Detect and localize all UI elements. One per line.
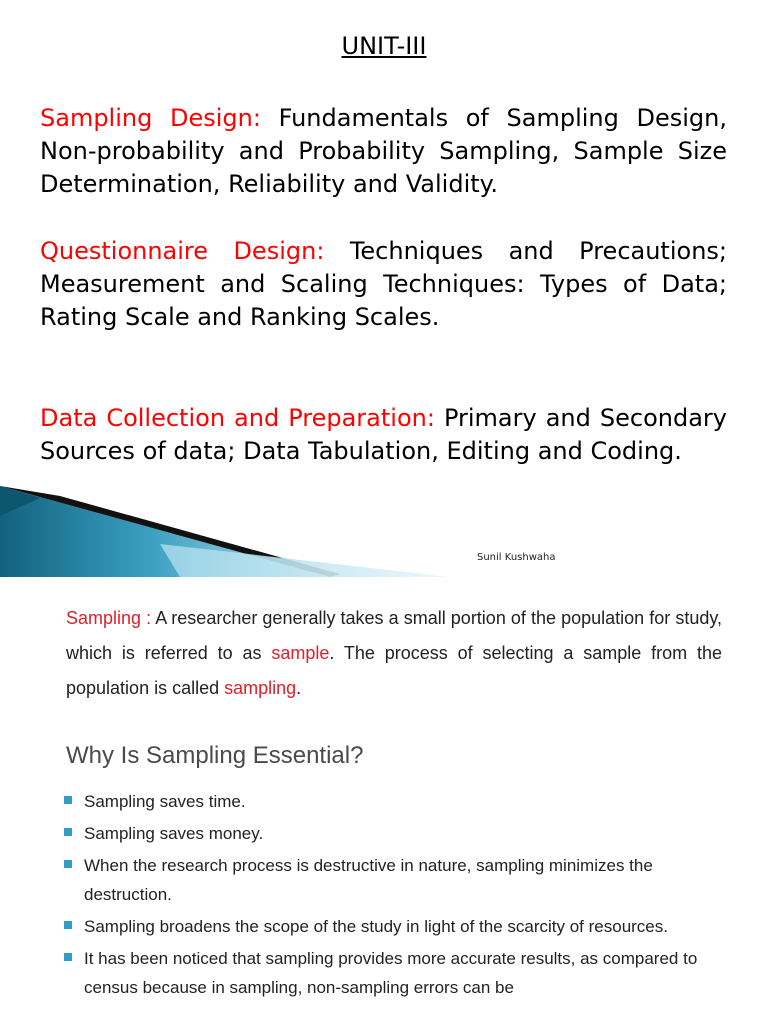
section-sampling-design [40, 102, 727, 201]
slide-divider [0, 577, 768, 587]
list-item-text: Sampling saves money. [84, 824, 264, 843]
reasons-list [62, 787, 742, 1005]
square-bullet-icon [64, 828, 72, 836]
sampling-highlight: sampling [224, 678, 297, 698]
section-text: Primary and Secondary Sources of data; Data Tabulation, Editing and Coding. [40, 404, 727, 465]
list-item-text: When the research process is destructive in nature, sampling minimizes the destruction. [84, 856, 653, 904]
why-sampling-heading: Why Is Sampling Essential? [66, 742, 364, 769]
list-item [62, 944, 742, 1002]
definition-text: . The process of selecting a sample from the population is called [66, 643, 722, 698]
section-text: Techniques and Precautions; Measurement and Scaling Techniques: Types of Data; Rating Scale and Ranking Scales. [40, 237, 727, 331]
section-heading: Sampling Design: [40, 104, 261, 132]
section-heading: Data Collection and Preparation: [40, 404, 435, 432]
section-questionnaire-design [40, 235, 727, 334]
section-data-collection [40, 402, 727, 468]
list-item-text: Sampling broadens the scope of the study in light of the scarcity of resources. [84, 917, 668, 936]
square-bullet-icon [64, 921, 72, 929]
unit-title: UNIT-III [341, 32, 427, 60]
square-bullet-icon [64, 796, 72, 804]
list-item [62, 912, 742, 941]
sampling-definition [66, 601, 722, 706]
section-heading: Questionnaire Design: [40, 237, 325, 265]
author-name: Sunil Kushwaha [477, 552, 556, 563]
list-item-text: It has been noticed that sampling provides more accurate results, as compared to census because in sampling, non-sampling errors can be [84, 949, 698, 997]
definition-text: A researcher generally takes a small portion of the population for study, which is referred to as [66, 608, 723, 663]
list-item [62, 787, 742, 816]
slide-sampling [0, 587, 768, 1024]
list-item-text: Sampling saves time. [84, 792, 246, 811]
definition-text: . [296, 678, 302, 698]
square-bullet-icon [64, 953, 72, 961]
sample-highlight: sample [271, 643, 330, 663]
decorative-swoosh [0, 486, 768, 577]
list-item [62, 851, 742, 909]
sampling-term: Sampling : [66, 608, 152, 628]
section-text: Fundamentals of Sampling Design, Non-probability and Probability Sampling, Sample Size Determination, Reliability and Validity. [40, 104, 727, 198]
list-item [62, 819, 742, 848]
square-bullet-icon [64, 860, 72, 868]
